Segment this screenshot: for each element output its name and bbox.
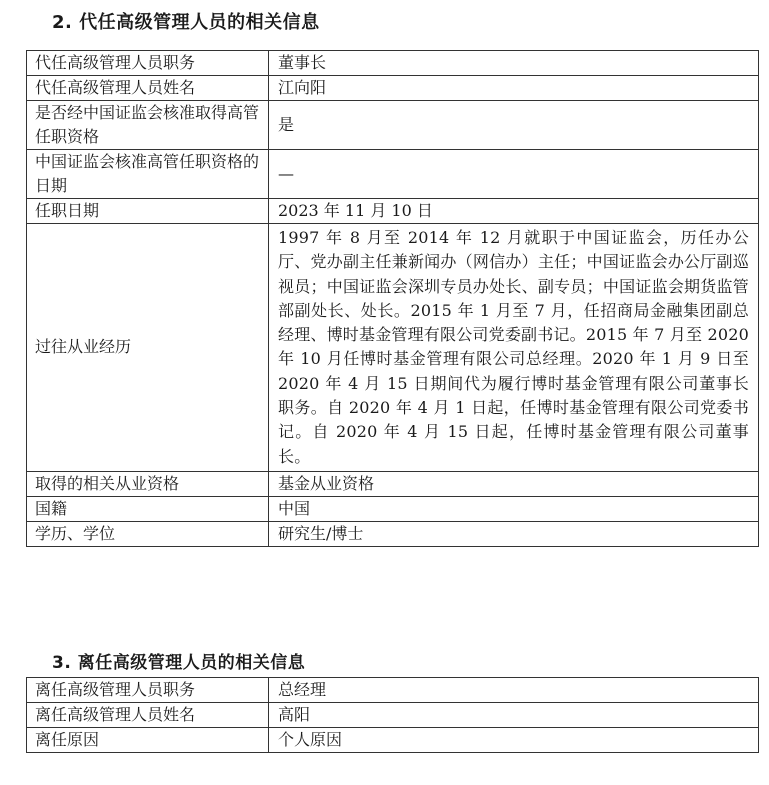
table-row [27,51,759,76]
row-label-name: 代任高级管理人员姓名 [27,76,269,101]
table-row [27,101,759,150]
table-row [27,521,759,546]
row-value-departing-position: 总经理 [269,678,759,703]
table-row [27,678,759,703]
row-label-departing-name: 离任高级管理人员姓名 [27,703,269,728]
row-label-certification: 取得的相关从业资格 [27,471,269,496]
table-row [27,728,759,753]
row-value-education: 研究生/博士 [269,521,759,546]
row-value-departure-reason: 个人原因 [269,728,759,753]
table-row [27,703,759,728]
row-label-appointment-date: 任职日期 [27,199,269,224]
row-label-work-history: 过往从业经历 [27,224,269,472]
successor-info-table [26,50,759,547]
row-value-departing-name: 高阳 [269,703,759,728]
row-value-position: 董事长 [269,51,759,76]
table-row [27,224,759,472]
table-row [27,76,759,101]
row-label-position: 代任高级管理人员职务 [27,51,269,76]
section-3-title: 3. 离任高级管理人员的相关信息 [52,653,306,673]
row-value-qualification-approved: 是 [269,101,759,150]
table-row [27,471,759,496]
row-label-approval-date: 中国证监会核准高管任职资格的日期 [27,150,269,199]
row-label-departing-position: 离任高级管理人员职务 [27,678,269,703]
row-value-certification: 基金从业资格 [269,471,759,496]
table-row [27,496,759,521]
row-label-nationality: 国籍 [27,496,269,521]
row-value-work-history: 1997 年 8 月至 2014 年 12 月就职于中国证监会，历任办公厅、党办副主任兼新闻办（网信办）主任；中国证监会办公厅副巡视员；中国证监会深圳专员办处长、副专员；中国证监会期货监管部副处长、处长。2015 年 1 月至 7 月，任招商局金融集团副总经理、博时基金管理有限公司党委副书记。2015 年 7 月至 2020 年 10 月任博时基金管理有限公司总经理。2020 年 1 月 9 日至 2020 年 4 月 15 日期间代为履行博时基金管理有限公司董事长职务。自 2020 年 4 月 1 日起，任博时基金管理有限公司党委书记。自 2020 年 4 月 15 日起，任博时基金管理有限公司董事长。 [269,224,759,472]
table-row [27,199,759,224]
row-label-qualification-approved: 是否经中国证监会核准取得高管任职资格 [27,101,269,150]
row-label-departure-reason: 离任原因 [27,728,269,753]
row-value-name: 江向阳 [269,76,759,101]
departing-info-table [26,677,759,753]
section-2-title: 2. 代任高级管理人员的相关信息 [52,12,320,33]
row-label-education: 学历、学位 [27,521,269,546]
row-value-nationality: 中国 [269,496,759,521]
table-row [27,150,759,199]
row-value-appointment-date: 2023 年 11 月 10 日 [269,199,759,224]
row-value-approval-date: — [269,150,759,199]
